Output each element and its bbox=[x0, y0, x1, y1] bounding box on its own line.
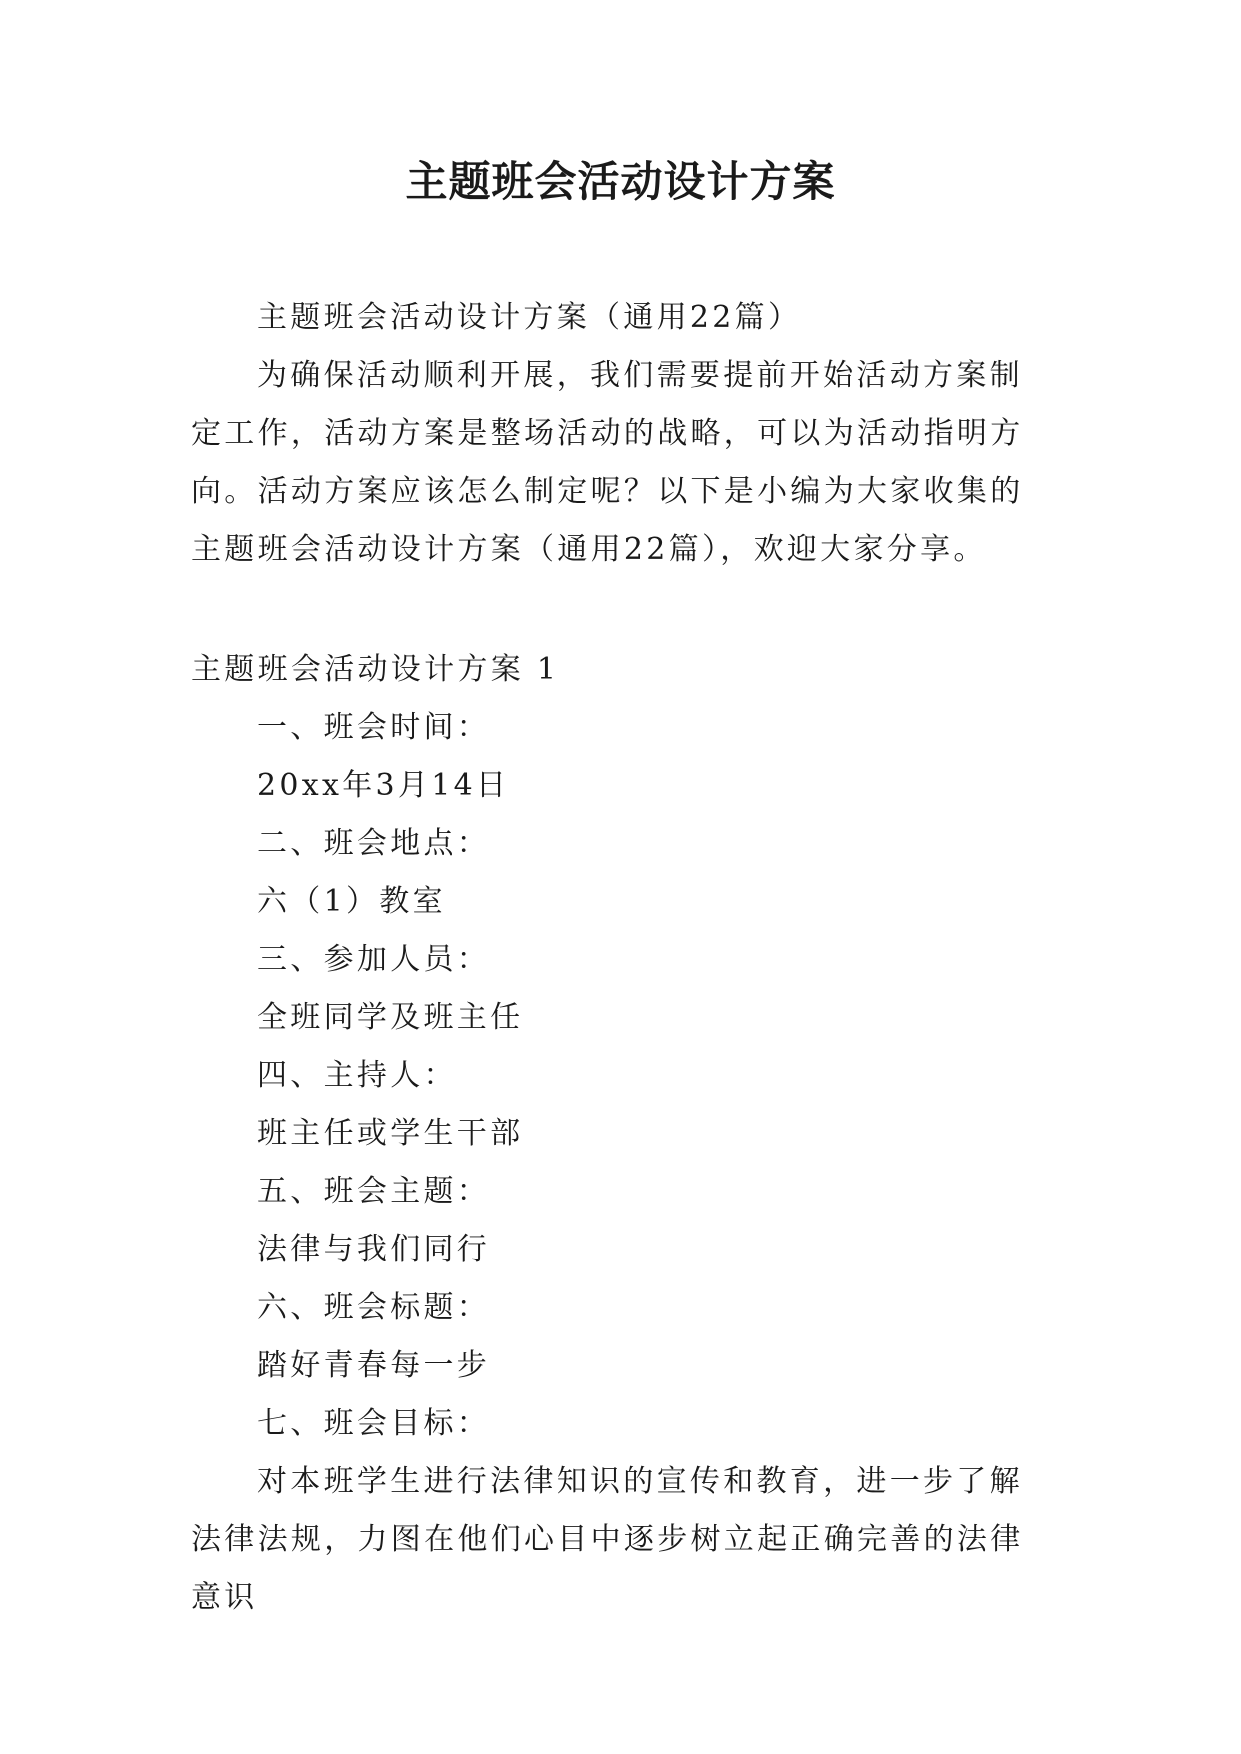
list-item-title-value: 踏好青春每一步 bbox=[257, 1348, 491, 1383]
list-item-host-value: 班主任或学生干部 bbox=[257, 1116, 524, 1151]
page-title: 主题班会活动设计方案 bbox=[405, 157, 836, 206]
list-item-location-label: 二、班会地点： bbox=[257, 826, 491, 861]
section-1 bbox=[191, 641, 1051, 1627]
list-item-location-value: 六（1）教室 bbox=[257, 884, 446, 919]
list-item-participants-value: 全班同学及班主任 bbox=[257, 1000, 524, 1035]
list-item-theme-value: 法律与我们同行 bbox=[257, 1232, 491, 1267]
list-item-time-value: 20xx年3月14日 bbox=[257, 768, 510, 803]
list-item-host-label: 四、主持人： bbox=[257, 1058, 457, 1093]
intro-block bbox=[191, 289, 1051, 579]
section-heading: 主题班会活动设计方案 1 bbox=[191, 652, 560, 687]
list-item-participants-label: 三、参加人员： bbox=[257, 942, 491, 977]
list-item-time-label: 一、班会时间： bbox=[257, 710, 491, 745]
intro-subtitle: 主题班会活动设计方案（通用22篇） bbox=[257, 300, 802, 335]
intro-paragraph: 为确保活动顺利开展，我们需要提前开始活动方案制定工作，活动方案是整场活动的战略，可以为活动指明方向。活动方案应该怎么制定呢？以下是小编为大家收集的主题班会活动设计方案（通用22篇），欢迎大家分享。 bbox=[191, 358, 1024, 567]
list-item-theme-label: 五、班会主题： bbox=[257, 1174, 491, 1209]
list-item-goal-label: 七、班会目标： bbox=[257, 1406, 491, 1441]
goal-paragraph: 对本班学生进行法律知识的宣传和教育，进一步了解法律法规，力图在他们心目中逐步树立起正确完善的法律意识 bbox=[191, 1464, 1024, 1615]
list-item-title-label: 六、班会标题： bbox=[257, 1290, 491, 1325]
